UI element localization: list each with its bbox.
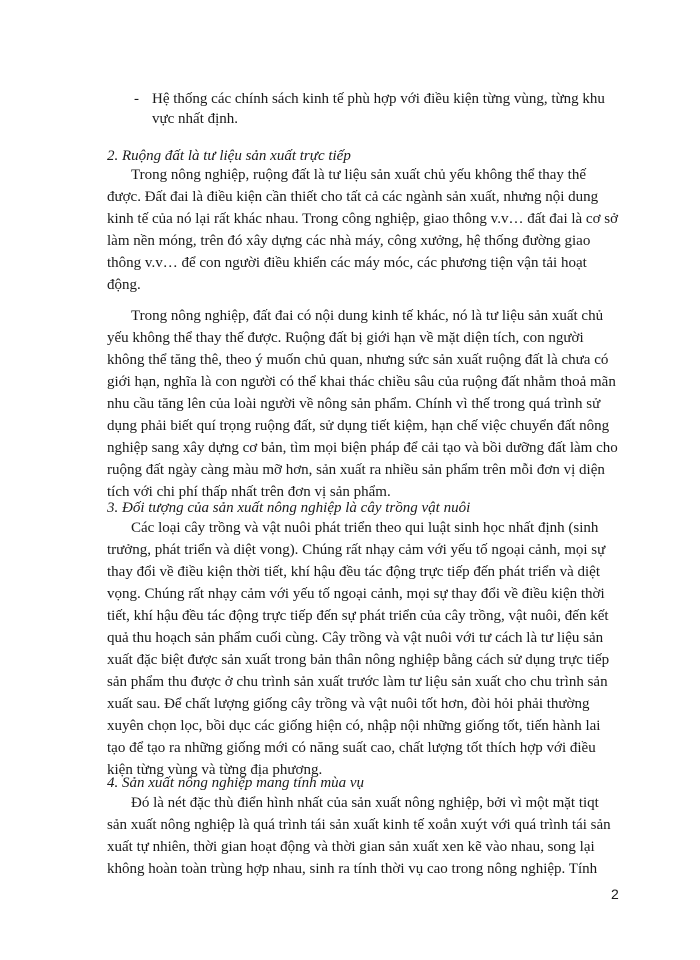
paragraph-line: nhu cầu tăng lên của loài người về nông sản phẩm. Chính vì thế trong quá trình sử: [107, 396, 601, 412]
paragraph-line: được. Đất đai là điều kiện cần thiết cho tất cả các ngành sản xuất, nhưng nội dung: [107, 189, 599, 205]
paragraph-line: thay đổi về điều kiện thời tiết, khí hậu đều tác động trực tiếp đến phát triển và diệt: [107, 564, 601, 580]
paragraph-line: không hoàn toàn trùng hợp nhau, sinh ra tính thời vụ cao trong nông nghiệp. Tính: [107, 861, 598, 877]
paragraph-line: tạo để tạo ra những giống mới có năng suất cao, chất lượng tốt thích hợp với điều: [107, 740, 596, 756]
paragraph-line: tích với chi phí thấp nhất trên đơn vị sản phẩm.: [107, 484, 391, 500]
paragraph-line: dụng phải biết quí trọng ruộng đất, sử dụng tiết kiệm, hạn chế việc chuyển đất nông: [107, 418, 610, 434]
page-number: 2: [611, 886, 619, 902]
paragraph-line: nghiệp sang xây dựng cơ bản, tìm mọi biện pháp để cải tạo và bồi dưỡng đất làm cho: [107, 440, 618, 456]
bullet-marker: -: [134, 91, 139, 107]
paragraph-line: sản xuất nông nghiệp là quá trình tái sản xuất kinh tế xoắn xuýt với quá trình tái sản: [107, 817, 611, 833]
section-heading: 2. Ruộng đất là tư liệu sản xuất trực tiếp: [107, 148, 351, 164]
paragraph-line: xuất tự nhiên, thời gian hoạt động và thời gian sản xuất xen kẽ vào nhau, song lại: [107, 839, 595, 855]
paragraph-line: quả thu hoạch sản phẩm cuối cùng. Cây trồng và vật nuôi với tư cách là tư liệu sản: [107, 630, 604, 646]
paragraph-line: sản phẩm thu được ở chu trình sản xuất trước làm tư liệu sản xuất cho chu trình sản: [107, 674, 608, 690]
paragraph-line: tiết, khí hậu đều tác động trực tiếp đến sự phát triển của cây trồng, vật nuôi, đến kết: [107, 608, 609, 624]
paragraph-line: ruộng đất ngày càng màu mỡ hơn, sản xuất ra nhiều sản phẩm trên mỗi đơn vị diện: [107, 462, 605, 478]
paragraph-line: xuyên chọn lọc, bồi dục các giống hiện có, nhập nội những giống tốt, tiến hành lai: [107, 718, 601, 734]
bullet-text-line: vực nhất định.: [152, 111, 239, 127]
paragraph-line: kinh tế của nó lại rất khác nhau. Trong công nghiệp, giao thông v.v… đất đai là cơ sở: [107, 211, 619, 227]
paragraph-line: Trong nông nghiệp, đất đai có nội dung kinh tế khác, nó là tư liệu sản xuất chủ: [131, 308, 604, 324]
paragraph-line: yếu không thể thay thế được. Ruộng đất bị giới hạn về mặt diện tích, con người: [107, 330, 584, 346]
paragraph-line: Trong nông nghiệp, ruộng đất là tư liệu sản xuất chủ yếu không thể thay thế: [131, 167, 587, 183]
section-heading: 4. Sản xuất nông nghiệp mang tính mùa vụ: [107, 775, 365, 791]
paragraph-line: Đó là nét đặc thù điển hình nhất của sản xuất nông nghiệp, bởi vì một mặt tiqt: [131, 795, 599, 811]
paragraph-line: kiện từng vùng và từng địa phương.: [107, 762, 323, 778]
paragraph-line: thông v.v… để con người điều khiển các máy móc, các phương tiện vận tải hoạt: [107, 255, 587, 271]
bullet-text-line: Hệ thống các chính sách kinh tế phù hợp với điều kiện từng vùng, từng khu: [152, 91, 605, 107]
paragraph-line: giới hạn, nghĩa là con người có thể khai thác chiều sâu của ruộng đất nhằm thoả mãn: [107, 374, 616, 390]
paragraph-line: làm nền móng, trên đó xây dựng các nhà máy, công xưởng, hệ thống đường giao: [107, 233, 591, 249]
paragraph-line: xuất đặc biệt được sản xuất trong bản thân nông nghiệp bằng cách sử dụng trực tiếp: [107, 652, 610, 668]
paragraph-line: trưởng, phát triển và diệt vong). Chúng rất nhạy cảm với yếu tố ngoại cảnh, mọi sự: [107, 542, 606, 558]
section-heading: 3. Đối tượng của sản xuất nông nghiệp là cây trồng vật nuôi: [107, 500, 471, 516]
paragraph-line: động.: [107, 277, 141, 293]
paragraph-line: không thể tăng thê, theo ý muốn chủ quan, nhưng sức sản xuất ruộng đất là chưa có: [107, 352, 609, 368]
paragraph-line: vọng. Chúng rất nhạy cảm với yếu tố ngoại cảnh, mọi sự thay đổi về điều kiện thời: [107, 586, 605, 602]
paragraph-line: Các loại cây trồng và vật nuôi phát triển theo qui luật sinh học nhất định (sinh: [131, 520, 599, 536]
paragraph-line: xuất sau. Để chất lượng giống cây trồng và vật nuôi tốt hơn, đòi hỏi phải thường: [107, 696, 590, 712]
